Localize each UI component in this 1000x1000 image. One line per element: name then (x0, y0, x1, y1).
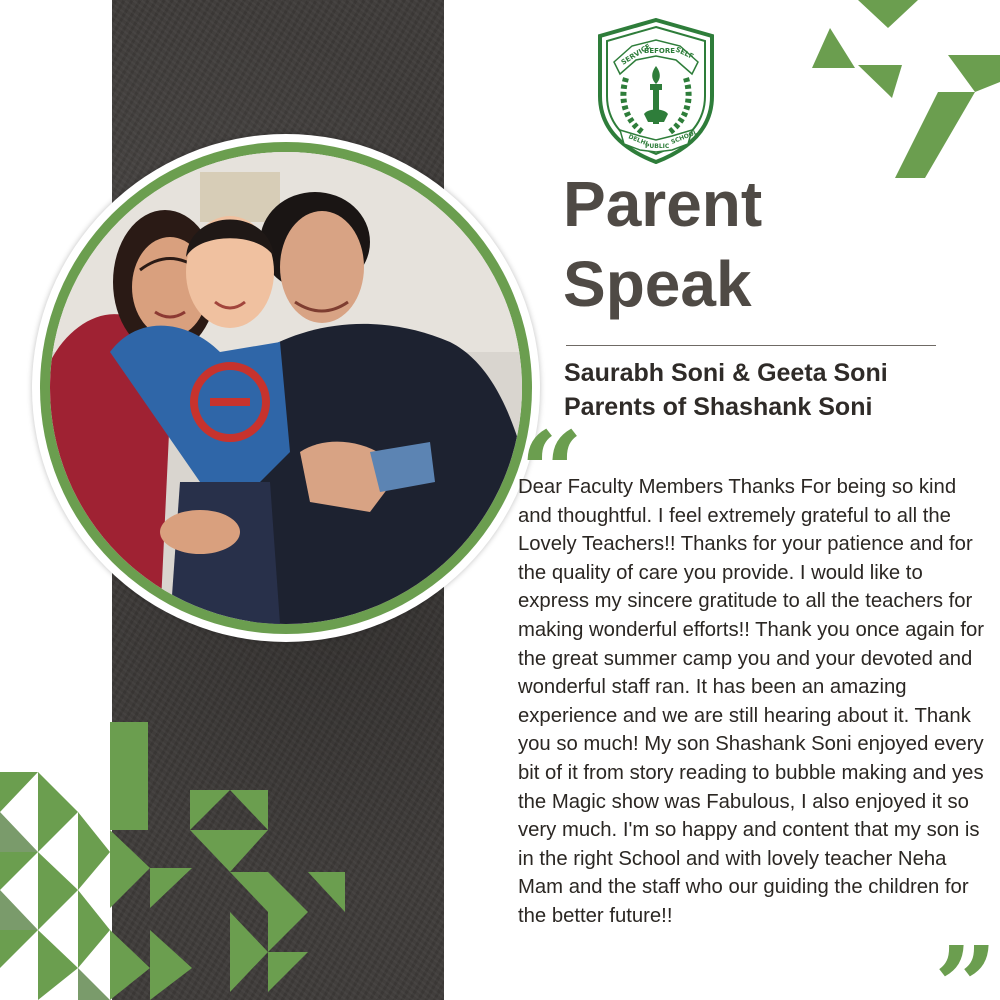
triangle-shape (150, 868, 192, 908)
triangle-shape (308, 872, 345, 912)
logo-scroll-right: SCHOOL (670, 128, 699, 146)
logo-scroll-left: DELHI (627, 133, 649, 148)
logo-scroll-center: PUBLIC (645, 143, 670, 150)
triangle-shape (230, 790, 268, 830)
triangle-shape (38, 930, 78, 1000)
bar-shape (110, 722, 148, 830)
testimonial-text: Dear Faculty Members Thanks For being so kind and thoughtful. I feel extremely grateful to all the Lovely Teachers!! Thanks for your patience and for the quality of care you provide. I would like to express my sincere gratitude to all the teachers for making wonderful efforts!! Thank you once again for the great summer camp you and your devoted and wonderful staff ran. It has been an amazing experience and we are still hearing about it. Thank you so much! My son Shashank Soni enjoyed every bit of it from story reading to bubble making and yes the Magic show was Fabulous, I also enjoyed it so very much. I'm so happy and content that my son is in the right School and with lovely teacher Neha Mam and the staff who our guiding the children for the better future!! (518, 476, 984, 927)
triangle-shape (0, 772, 38, 812)
triangle-shape (78, 812, 110, 890)
title-line-1: Parent (563, 168, 763, 240)
triangle-shape (858, 0, 918, 28)
title-divider (566, 345, 936, 346)
triangle-shape (110, 830, 150, 908)
quote-open-icon: “ (520, 407, 584, 536)
family-illustration (50, 152, 522, 624)
triangle-shape (38, 772, 78, 852)
triangle-shape (38, 852, 78, 930)
triangle-shape (150, 930, 192, 1000)
triangle-shape (812, 28, 855, 68)
triangle-shape (268, 952, 308, 992)
triangle-shape (0, 890, 38, 930)
page-title (563, 164, 762, 324)
school-crest-logo (592, 18, 720, 164)
title-line-2: Speak (563, 248, 752, 320)
logo-band-center: BEFORE (644, 47, 676, 55)
triangle-shape (948, 55, 1000, 92)
triangle-shape (110, 930, 150, 1000)
triangle-shape (78, 968, 110, 1000)
family-photo (50, 152, 522, 624)
triangle-shape (190, 830, 268, 872)
triangle-shape (230, 872, 268, 912)
triangle-shape (190, 790, 230, 830)
logo-band-left: SERVICE (619, 42, 653, 67)
parent-relation: Parents of Shashank Soni (564, 393, 873, 421)
parent-byline (564, 356, 888, 424)
triangle-shape (268, 872, 308, 952)
logo-band-right: SELF (674, 45, 695, 61)
triangle-shape (0, 930, 38, 968)
triangle-shape (230, 912, 268, 992)
triangle-shape (858, 65, 902, 98)
triangle-shape (0, 812, 38, 852)
triangle-shape (895, 92, 975, 178)
parent-names: Saurabh Soni & Geeta Soni (564, 359, 888, 387)
triangle-shape (78, 890, 110, 968)
quote-close-icon: ” (934, 922, 998, 1000)
triangle-shape (0, 852, 38, 890)
